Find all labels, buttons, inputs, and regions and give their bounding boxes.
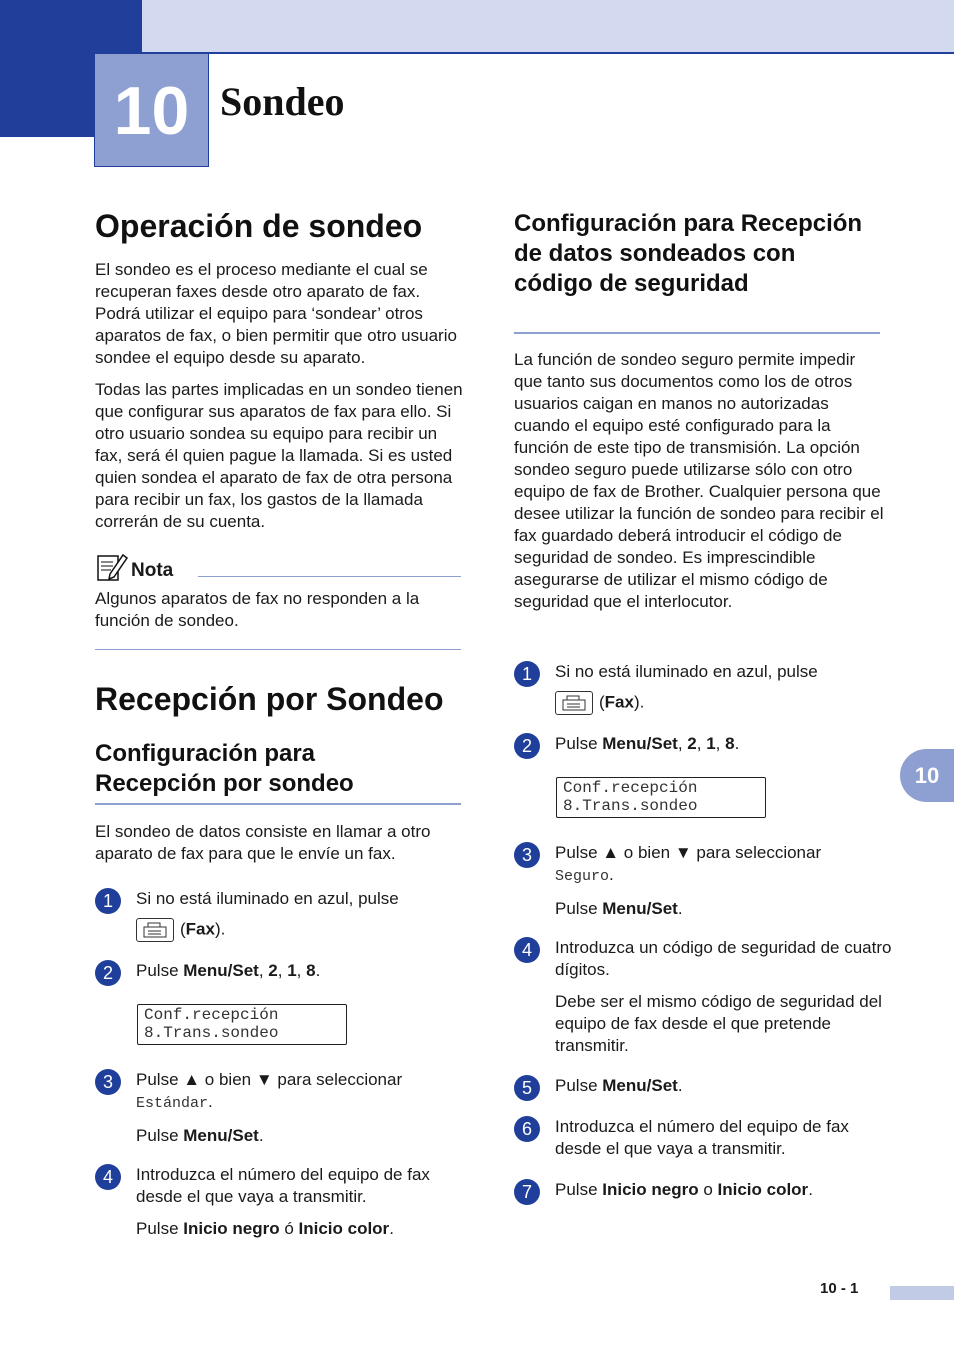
step-2-right [514, 733, 894, 759]
step-text: Pulse Menu/Set, 2, 1, 8. [136, 961, 321, 980]
step-number: 2 [514, 733, 540, 759]
lcd-line-1: Conf.recepción [144, 1006, 279, 1024]
note-text: Algunos aparatos de fax no responden a la función de sondeo. [95, 589, 420, 630]
step-number: 4 [95, 1164, 121, 1190]
note-label: Nota [131, 560, 174, 581]
chapter-side-tab[interactable]: 10 [900, 749, 954, 802]
lcd-line-2: 8.Trans.sondeo [563, 797, 698, 815]
chapter-title: Sondeo [220, 79, 345, 124]
step-6-right [514, 1116, 894, 1164]
step-number: 7 [514, 1179, 540, 1205]
step-subtext: Debe ser el mismo código de seguridad del equipo de fax desde el que pretende transmitir. [555, 992, 882, 1055]
step-2-left [95, 960, 475, 986]
step-7-right [514, 1179, 894, 1205]
step-text: Introduzca el número del equipo de fax desde el que vaya a transmitir. [136, 1165, 430, 1206]
step-3-right: 3 Pulse ▲ o bien ▼ para seleccionar Seguro. Pulse Menu/Set. [514, 842, 894, 924]
step-text: Pulse Menu/Set, 2, 1, 8. [555, 734, 740, 753]
option-value: Estándar [136, 1095, 209, 1112]
step-text: Introduzca un código de seguridad de cuatro dígitos. [555, 938, 892, 979]
step-text: Pulse Inicio negro o Inicio color. [555, 1180, 813, 1199]
fax-button-icon [136, 918, 174, 942]
heading-recepcion: Recepción por Sondeo [95, 681, 444, 717]
step-number: 3 [514, 842, 540, 868]
lcd-line-1: Conf.recepción [563, 779, 698, 797]
option-value: Seguro [555, 868, 610, 885]
subheading-rule [514, 332, 880, 334]
paragraph-seguro: La función de sondeo seguro permite impedir que tanto sus documentos como los de otros usuarios caigan en manos no autorizadas cuando el equipo esté configurado para la función de este tipo de transmisión. La opción sondeo seguro puede utilizarse sólo con otro equipo de fax de Brother. Cualquier persona que desee utilizar la función de sondeo para recibir el fax guardado deberá introducir el código de seguridad de sondeo. Es imprescindible asegurarse de utilizar el mismo código de seguridad que el interlocutor. [514, 350, 884, 611]
step-4-left: 4 Introduzca el número del equipo de fax desde el que vaya a transmitir. Pulse Inicio negro ó Inicio color. [95, 1164, 475, 1244]
fax-key-label: Fax [604, 692, 634, 712]
subheading-config-seguro: Configuración para Recepción de datos sondeados con código de seguridad [514, 210, 863, 297]
chapter-number: 10 [94, 53, 209, 167]
header-band-light [142, 0, 954, 54]
step-number: 3 [95, 1069, 121, 1095]
step-number: 5 [514, 1075, 540, 1101]
step-text: Pulse ▲ o bien ▼ para seleccionar [136, 1070, 403, 1089]
step-text: Introduzca el número del equipo de fax desde el que vaya a transmitir. [555, 1117, 849, 1158]
fax-key-label: Fax [185, 919, 215, 939]
step-number: 2 [95, 960, 121, 986]
fax-button-icon [555, 691, 593, 715]
note-pencil-icon [96, 552, 126, 582]
paragraph-sondeo-datos: El sondeo de datos consiste en llamar a otro aparato de fax para que le envíe un fax. [95, 822, 431, 863]
step-text: Pulse ▲ o bien ▼ para seleccionar [555, 843, 822, 862]
step-1-right: 1 Si no está iluminado en azul, pulse (Fax). [514, 661, 894, 721]
section-divider [95, 649, 461, 650]
paragraph-partes: Todas las partes implicadas en un sondeo tienen que configurar sus aparatos de fax para ello. Si otro usuario sondea su equipo para recibir un fax, será él quien pague la llamada. Si es usted quien sondea el aparato de fax de otra persona para recibir un fax, los gastos de la llamada correrán de su cuenta. [95, 380, 463, 531]
note-rule [198, 576, 461, 577]
step-5-right [514, 1075, 894, 1101]
subheading-rule [95, 803, 461, 805]
lcd-display [556, 777, 766, 818]
step-4-right [514, 937, 894, 1062]
step-3-left: 3 Pulse ▲ o bien ▼ para seleccionar Estándar. Pulse Menu/Set. [95, 1069, 475, 1151]
heading-operacion: Operación de sondeo [95, 208, 423, 244]
page-number: 10 - 1 [820, 1280, 859, 1297]
lcd-display [137, 1004, 347, 1045]
paragraph-intro: El sondeo es el proceso mediante el cual se recuperan faxes desde otro aparato de fax. Podrá utilizar el equipo para ‘sondear’ otros aparatos de fax, o bien permitir que otro usuario sondee el equipo desde su aparato. [95, 260, 457, 367]
step-text: Pulse Menu/Set. [555, 1076, 683, 1095]
step-text: Si no está iluminado en azul, pulse [555, 662, 818, 681]
lcd-line-2: 8.Trans.sondeo [144, 1024, 279, 1042]
step-number: 1 [514, 661, 540, 687]
footer-bar [890, 1286, 954, 1300]
step-1-left: 1 Si no está iluminado en azul, pulse (Fax). [95, 888, 475, 948]
step-text: Si no está iluminado en azul, pulse [136, 889, 399, 908]
step-number: 6 [514, 1116, 540, 1142]
step-number: 1 [95, 888, 121, 914]
step-number: 4 [514, 937, 540, 963]
subheading-config-recepcion: Configuración para Recepción por sondeo [95, 740, 354, 797]
